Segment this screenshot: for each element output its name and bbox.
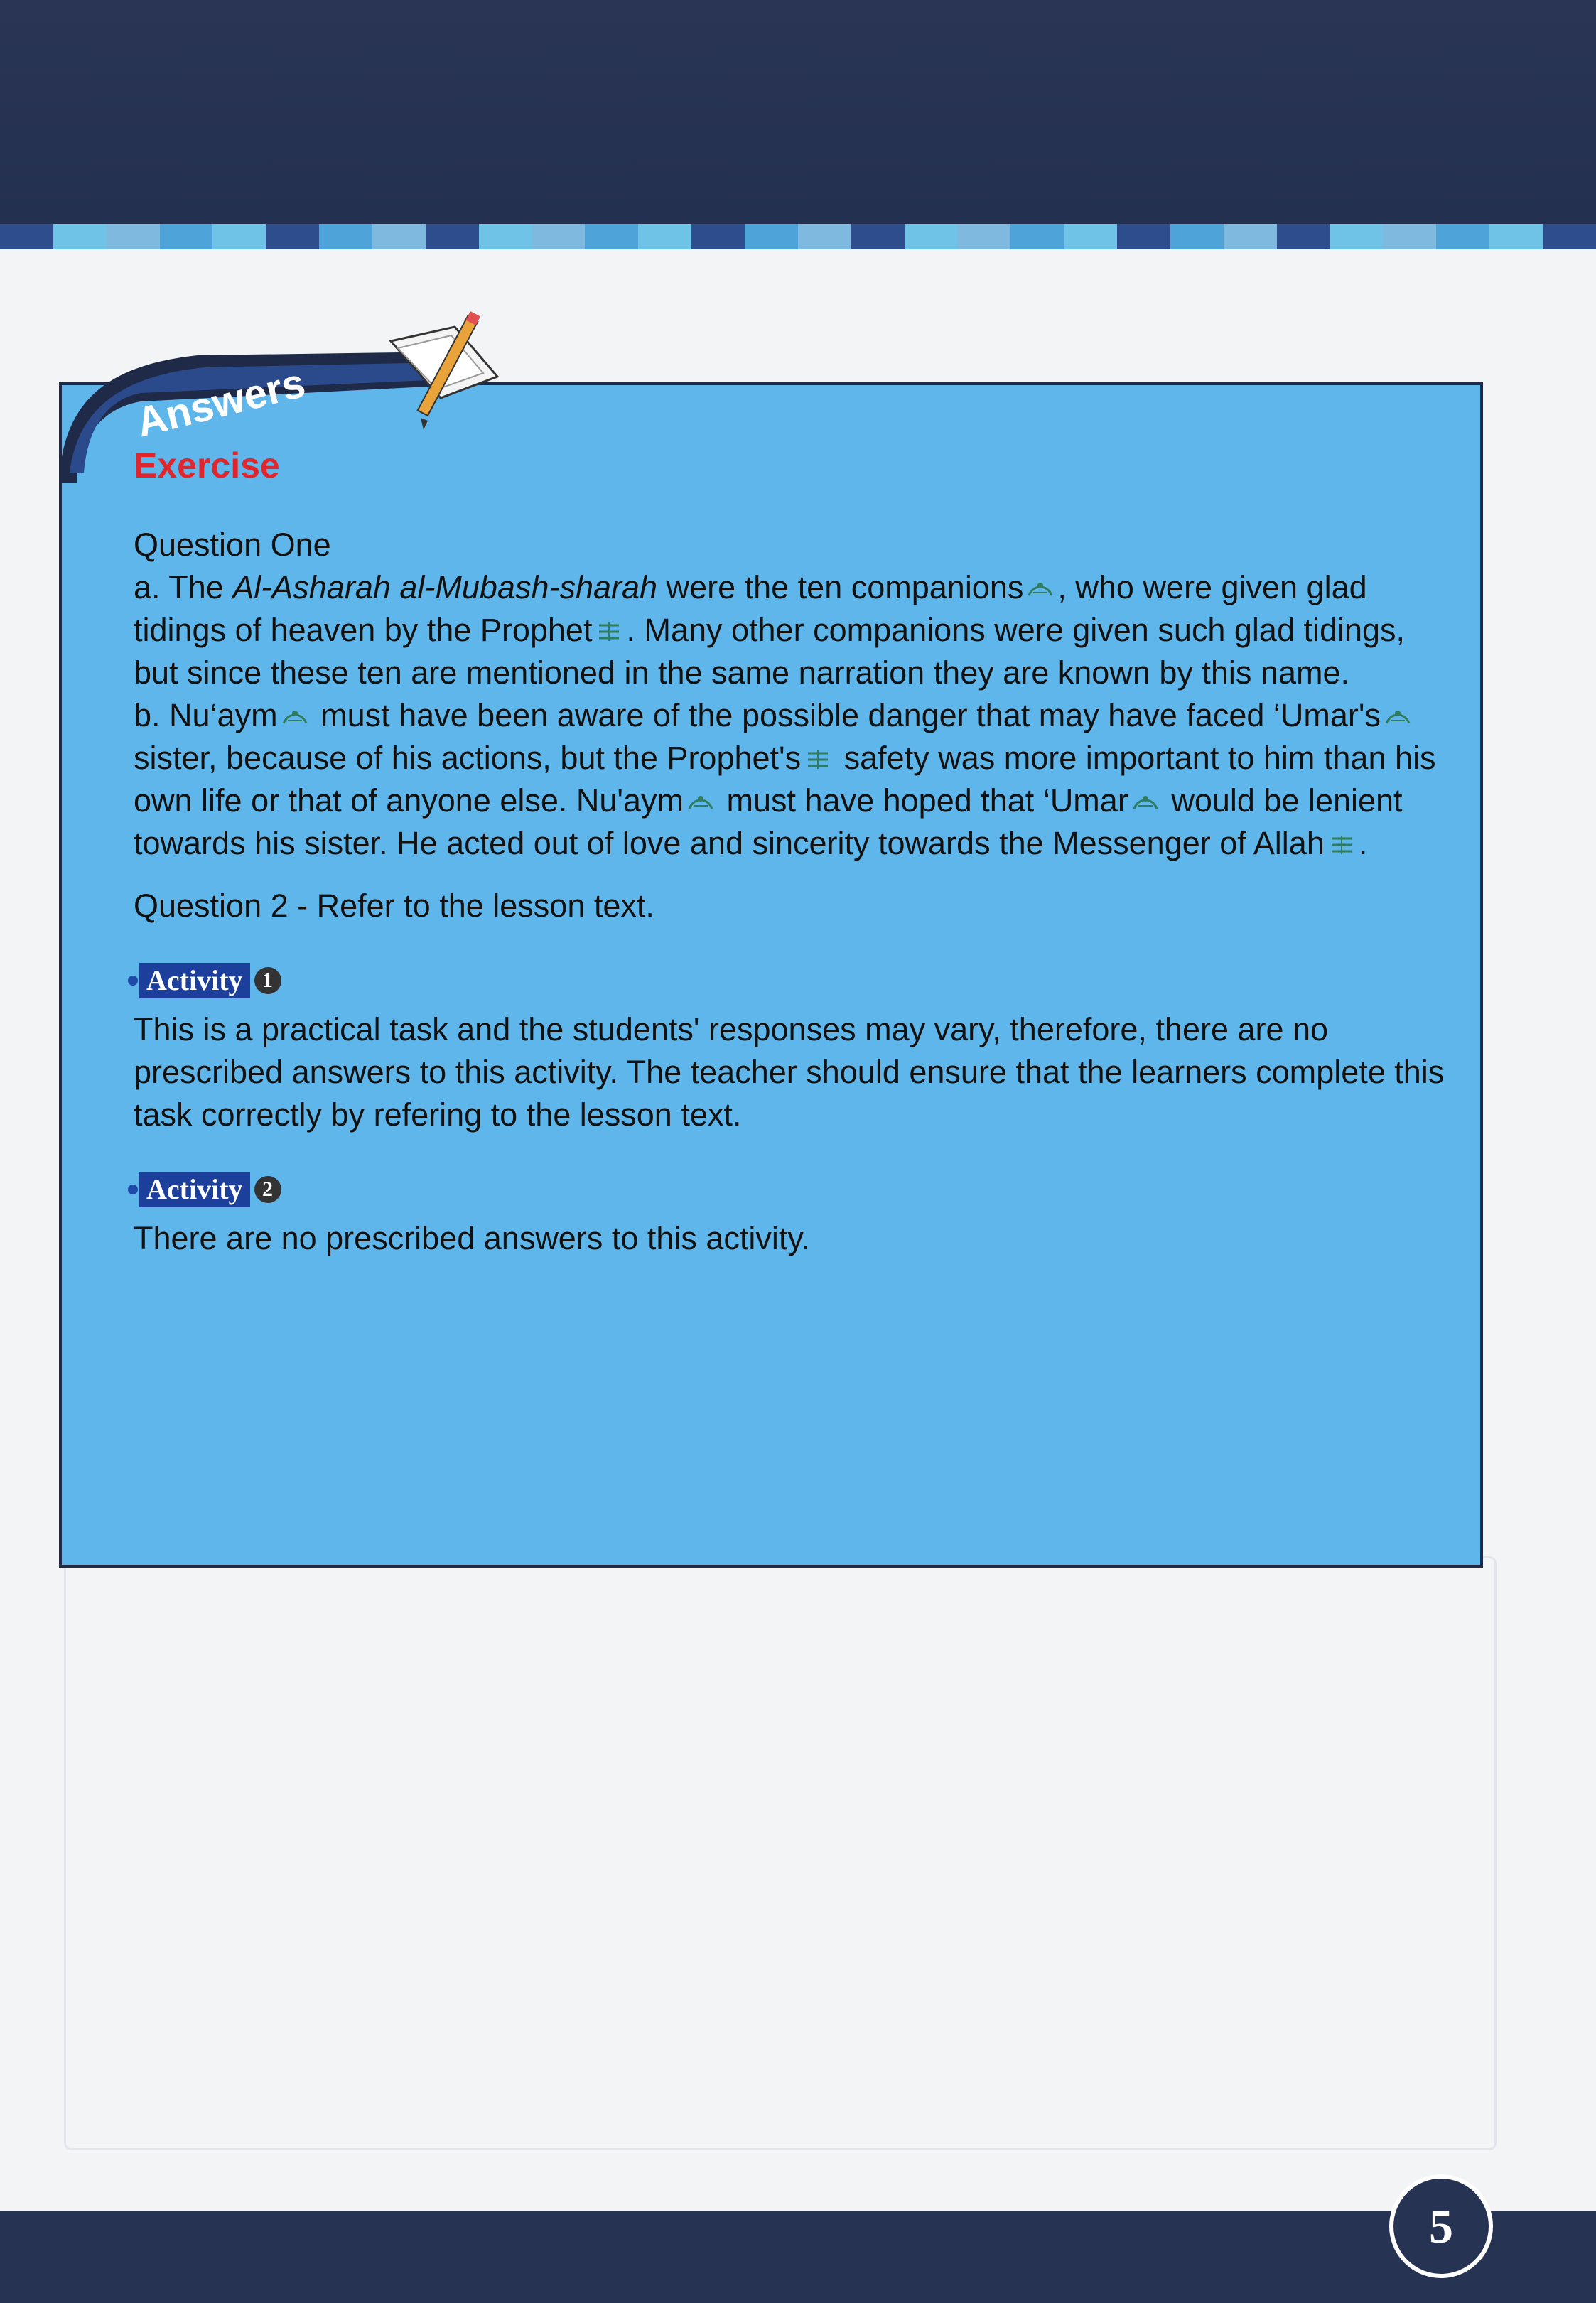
- activity-1-tag: [128, 960, 281, 1001]
- activity-1-text: This is a practical task and the students' responses may vary, therefore, there are no prescribed answers to this activity. The teacher should ensure that the learners complete this task correctly by refering to the lesson text.: [134, 1011, 1445, 1133]
- answer-a-text-1: were the ten companions: [657, 569, 1024, 605]
- checker-tile: [426, 224, 479, 249]
- activity-2-label: Activity: [139, 1172, 250, 1207]
- answer-a-italic-term: Al-Asharah al-Mubash-sharah: [232, 569, 658, 605]
- answer-b-text-1: b. Nu‘aym: [134, 697, 278, 733]
- checker-tile: [957, 224, 1010, 249]
- question-one-answer-b: [134, 694, 1455, 865]
- checker-tile: [0, 224, 53, 249]
- checker-tile: [372, 224, 426, 249]
- question-one-answer-a: [134, 566, 1455, 694]
- pencil-paper-icon: [377, 298, 519, 441]
- activity-1-number: 1: [254, 967, 281, 994]
- checker-tile: [638, 224, 691, 249]
- checker-tile: [532, 224, 586, 249]
- checker-tile: [1330, 224, 1383, 249]
- checker-tile: [745, 224, 798, 249]
- answer-a-text-2: , who were given glad tidings of heaven by the Prophet: [134, 569, 1367, 648]
- exercise-heading: Exercise: [134, 446, 280, 485]
- checker-strip: [0, 224, 1596, 249]
- footer-band: [0, 2211, 1596, 2303]
- honorific-saw-icon: [1327, 833, 1356, 857]
- checker-tile: [1543, 224, 1596, 249]
- checker-tile: [1224, 224, 1277, 249]
- ghost-block: [64, 1556, 1497, 2150]
- activity-1-label: Activity: [139, 963, 250, 998]
- honorific-ra-icon: [1026, 577, 1055, 601]
- honorific-saw-icon: [595, 620, 623, 644]
- activity-dot-icon: [128, 976, 138, 986]
- answer-b-text-2: must have been aware of the possible danger that may have faced ‘Umar's: [311, 697, 1381, 733]
- question-two: Question 2 - Refer to the lesson text.: [134, 888, 654, 924]
- checker-tile: [1064, 224, 1117, 249]
- checker-tile: [905, 224, 958, 249]
- activity-2-tag: [128, 1169, 281, 1210]
- answers-content: [134, 444, 1455, 1260]
- checker-tile: [160, 224, 213, 249]
- answer-a-text-3: . Many other companions were given such glad tidings, but since these ten are mentioned in the same narration they are known by this name.: [134, 612, 1406, 691]
- activity-dot-icon: [128, 1185, 138, 1194]
- checker-tile: [53, 224, 107, 249]
- answer-b-text-4: safety was more important to him than his own life or that of anyone else. Nu'aym: [134, 740, 1436, 819]
- honorific-ra-icon: [281, 705, 309, 729]
- answer-a-prefix: a. The: [134, 569, 233, 605]
- header-band: [0, 0, 1596, 224]
- answer-b-text-5: must have hoped that ‘Umar: [718, 782, 1128, 819]
- checker-tile: [691, 224, 745, 249]
- answer-b-text-6: would be lenient towards his sister. He acted out of love and sincerity towards the Messenger of Allah: [134, 782, 1403, 861]
- honorific-ra-icon: [1131, 790, 1160, 814]
- activity-2-number: 2: [254, 1176, 281, 1203]
- checker-tile: [1010, 224, 1064, 249]
- honorific-ra-icon: [686, 790, 715, 814]
- checker-tile: [212, 224, 266, 249]
- checker-tile: [851, 224, 905, 249]
- activity-2-text: There are no prescribed answers to this activity.: [134, 1220, 811, 1256]
- checker-tile: [1170, 224, 1224, 249]
- question-one-title: Question One: [134, 527, 331, 563]
- honorific-ra-icon: [1384, 705, 1412, 729]
- answer-b-text-3: sister, because of his actions, but the Prophet's: [134, 740, 802, 776]
- answers-ribbon-label: Answers: [131, 360, 310, 446]
- checker-tile: [1436, 224, 1489, 249]
- checker-tile: [266, 224, 319, 249]
- checker-tile: [585, 224, 638, 249]
- checker-tile: [1489, 224, 1543, 249]
- page-number: 5: [1389, 2174, 1493, 2278]
- checker-tile: [107, 224, 160, 249]
- checker-tile: [1117, 224, 1170, 249]
- honorific-saw-icon: [804, 748, 832, 772]
- checker-tile: [1277, 224, 1330, 249]
- checker-tile: [1383, 224, 1436, 249]
- checker-tile: [479, 224, 532, 249]
- answer-b-text-7: .: [1358, 825, 1368, 861]
- checker-tile: [319, 224, 372, 249]
- checker-tile: [798, 224, 851, 249]
